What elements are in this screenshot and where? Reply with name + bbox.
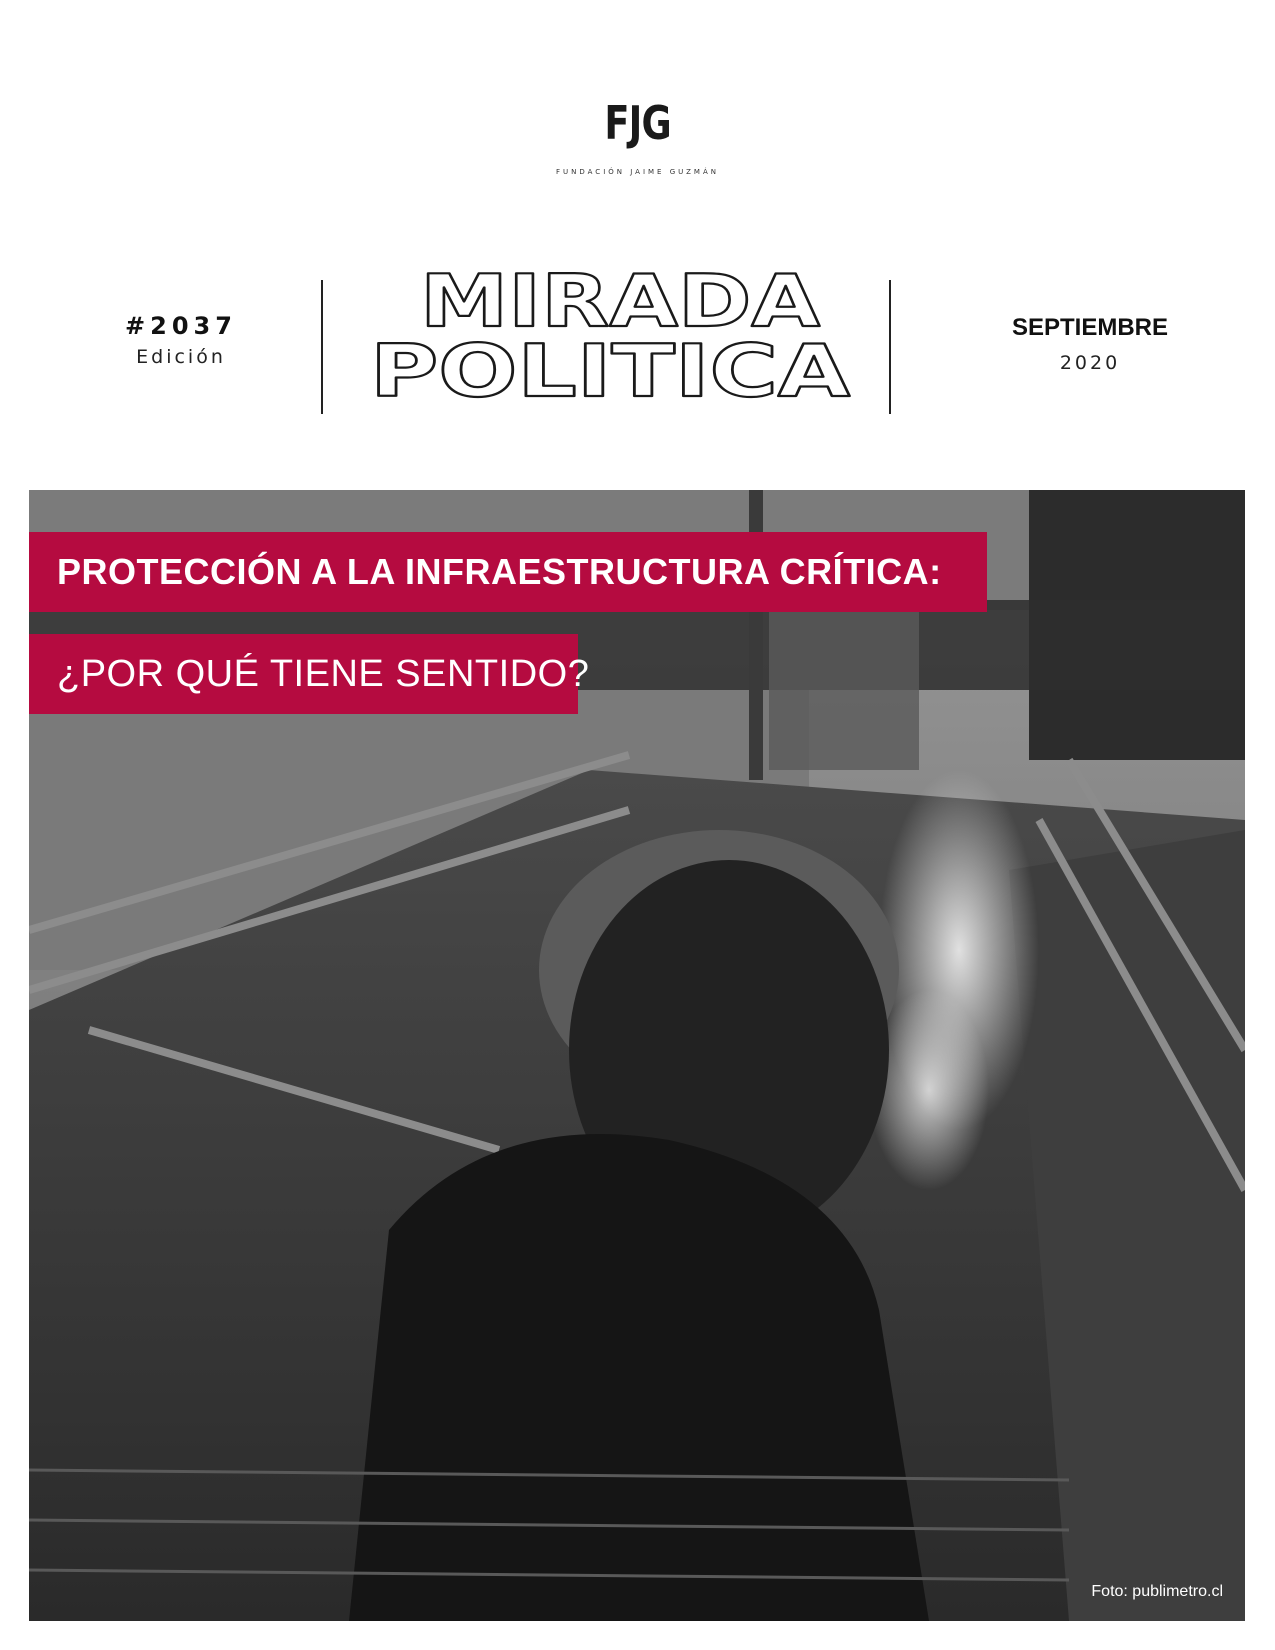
date-block — [1000, 314, 1180, 374]
logo-mark: FJG — [604, 96, 671, 150]
publisher-logo — [0, 96, 1275, 176]
edition-number: #2037 — [125, 312, 237, 340]
date-month: SEPTIEMBRE — [1011, 314, 1169, 341]
edition-block — [100, 312, 262, 368]
masthead-line-1: MIRADA — [420, 264, 821, 343]
headline-secondary: ¿POR QUÉ TIENE SENTIDO? — [29, 634, 578, 714]
masthead-svg — [360, 264, 900, 414]
masthead-line-2: POLITICA — [370, 329, 851, 413]
date-year: 2020 — [1059, 352, 1121, 374]
headline-primary: PROTECCIÓN A LA INFRAESTRUCTURA CRÍTICA: — [29, 532, 987, 612]
logo-subtitle: FUNDACIÓN JAIME GUZMÁN — [555, 168, 719, 176]
divider-left — [321, 280, 323, 414]
photo-credit: Foto: publimetro.cl — [1091, 1583, 1223, 1600]
edition-label: Edición — [136, 346, 226, 368]
divider-right — [889, 280, 891, 414]
masthead-title — [360, 264, 900, 414]
